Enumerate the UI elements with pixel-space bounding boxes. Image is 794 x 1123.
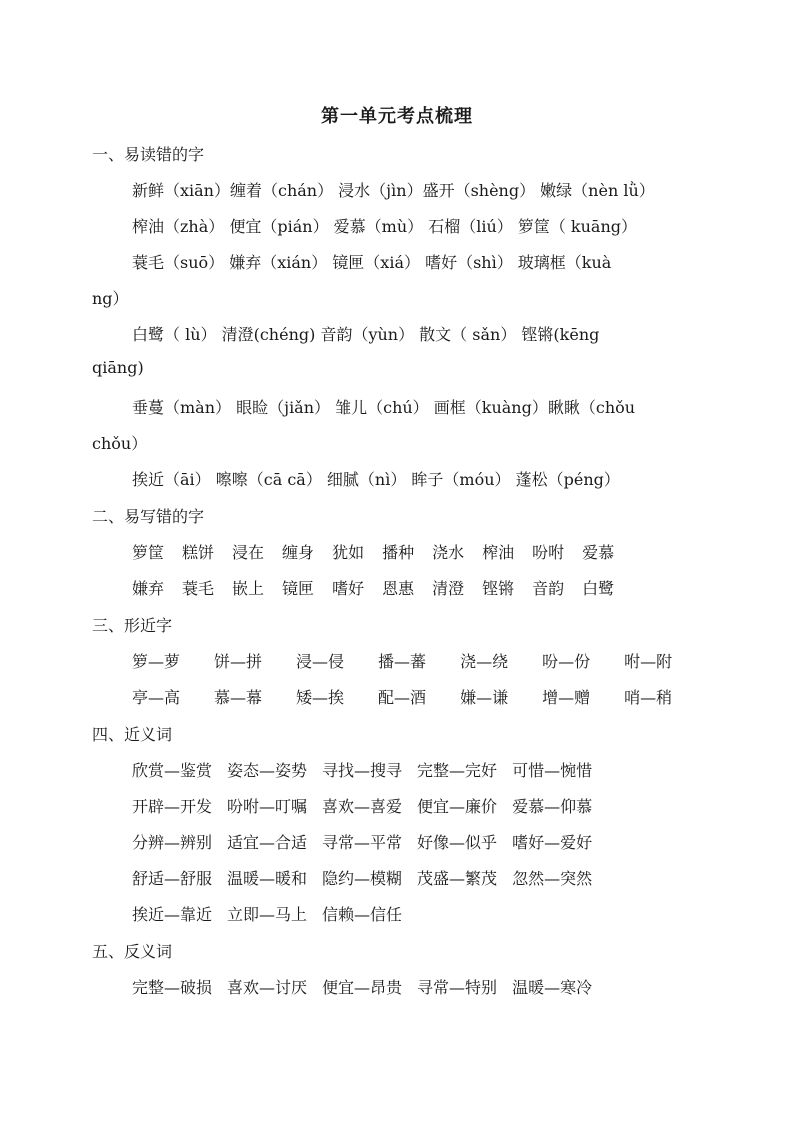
- word: 榨油: [482, 543, 515, 562]
- word: 蓑毛: [182, 579, 215, 598]
- char-pair: 播—蕃: [378, 652, 427, 671]
- section-heading-antonyms: 五、反义词: [92, 942, 173, 961]
- word: 爱慕: [582, 543, 615, 562]
- word: 镜匣: [282, 579, 315, 598]
- synonym-pair: 温暖—暖和: [227, 869, 308, 888]
- section-heading-synonyms: 四、近义词: [92, 725, 173, 744]
- word: 清澄: [432, 579, 465, 598]
- synonym-row: [132, 830, 607, 853]
- word: 嵌上: [232, 579, 265, 598]
- section-heading-miswritten: 二、易写错的字: [92, 507, 205, 526]
- synonym-pair: 隐约—模糊: [322, 869, 403, 888]
- word: 浸在: [232, 543, 265, 562]
- synonym-pair: 好像—似乎: [417, 833, 498, 852]
- synonym-pair: 爱慕—仰慕: [512, 797, 593, 816]
- char-pair-row: [132, 649, 706, 672]
- char-pair: 配—酒: [378, 688, 427, 707]
- word: 音韵: [532, 579, 565, 598]
- word-list-row: [132, 576, 632, 599]
- char-pair: 饼—拼: [214, 652, 263, 671]
- pinyin-line: 蓑毛（suō） 嫌弃（xián） 镜匣（xiá） 嗜好（shì） 玻璃框（kuà: [132, 253, 612, 272]
- synonym-pair: 嗜好—爱好: [512, 833, 593, 852]
- pinyin-line-wrap: qiāng): [92, 358, 144, 377]
- pinyin-line: 白鹭（ lù） 清澄(chéng) 音韵（yùn） 散文（ sǎn） 铿锵(kēng: [132, 325, 600, 344]
- char-pair: 浸—侵: [296, 652, 345, 671]
- synonym-pair: 完整—完好: [417, 761, 498, 780]
- section-heading-misread: 一、易读错的字: [92, 145, 205, 164]
- synonym-pair: 分辨—辨别: [132, 833, 213, 852]
- char-pair: 矮—挨: [296, 688, 345, 707]
- synonym-pair: 姿态—姿势: [227, 761, 308, 780]
- word: 吩咐: [532, 543, 565, 562]
- pinyin-line: 榨油（zhà） 便宜（pián） 爱慕（mù） 石榴（liú） 箩筐（ kuāng）: [132, 217, 638, 236]
- char-pair: 慕—幕: [214, 688, 263, 707]
- synonym-pair: 适宜—合适: [227, 833, 308, 852]
- synonym-pair: 茂盛—繁茂: [417, 869, 498, 888]
- synonym-pair: 寻常—平常: [322, 833, 403, 852]
- antonym-pair: 寻常—特别: [417, 978, 498, 997]
- char-pair: 浇—绕: [460, 652, 509, 671]
- synonym-pair: 立即—马上: [227, 905, 308, 924]
- synonym-row: [132, 902, 417, 925]
- synonym-pair: 吩咐—叮嘱: [227, 797, 308, 816]
- char-pair: 嫌—谦: [460, 688, 509, 707]
- antonym-pair: 喜欢—讨厌: [227, 978, 308, 997]
- synonym-pair: 信赖—信任: [322, 905, 403, 924]
- pinyin-line-wrap: chǒu）: [92, 434, 148, 453]
- char-pair: 箩—萝: [132, 652, 181, 671]
- word: 糕饼: [182, 543, 215, 562]
- synonym-pair: 挨近—靠近: [132, 905, 213, 924]
- word: 嗜好: [332, 579, 365, 598]
- pinyin-line: 挨近（āi） 嚓嚓（cā cā） 细腻（nì） 眸子（móu） 蓬松（péng）: [132, 470, 620, 489]
- synonym-pair: 舒适—舒服: [132, 869, 213, 888]
- synonym-pair: 喜欢—喜爱: [322, 797, 403, 816]
- word: 犹如: [332, 543, 365, 562]
- word: 箩筐: [132, 543, 165, 562]
- section-heading-similar-chars: 三、形近字: [92, 616, 173, 635]
- word-list-row: [132, 540, 632, 563]
- synonym-pair: 便宜—廉价: [417, 797, 498, 816]
- char-pair: 增—赠: [542, 688, 591, 707]
- antonym-row: [132, 975, 607, 998]
- synonym-pair: 开辟—开发: [132, 797, 213, 816]
- char-pair: 亭—高: [132, 688, 181, 707]
- pinyin-line-wrap: ng）: [92, 289, 129, 308]
- char-pair-row: [132, 685, 706, 708]
- synonym-pair: 忽然—突然: [512, 869, 593, 888]
- pinyin-line: 垂蔓（màn） 眼睑（jiǎn） 雏儿（chú） 画框（kuàng）瞅瞅（chǒu: [132, 398, 636, 417]
- synonym-row: [132, 794, 607, 817]
- antonym-pair: 完整—破损: [132, 978, 213, 997]
- word: 播种: [382, 543, 415, 562]
- synonym-pair: 可惜—惋惜: [512, 761, 593, 780]
- synonym-pair: 寻找—搜寻: [322, 761, 403, 780]
- word: 嫌弃: [132, 579, 165, 598]
- word: 缠身: [282, 543, 315, 562]
- page-title: 第一单元考点梳理: [321, 106, 473, 127]
- char-pair: 吩—份: [542, 652, 591, 671]
- word: 恩惠: [382, 579, 415, 598]
- antonym-pair: 便宜—昂贵: [322, 978, 403, 997]
- antonym-pair: 温暖—寒冷: [512, 978, 593, 997]
- word: 浇水: [432, 543, 465, 562]
- pinyin-line: 新鲜（xiān）缠着（chán） 浸水（jìn）盛开（shèng） 嫩绿（nèn lǜ）: [132, 181, 655, 200]
- char-pair: 咐—附: [624, 652, 673, 671]
- synonym-row: [132, 758, 607, 781]
- char-pair: 哨—稍: [624, 688, 673, 707]
- word: 铿锵: [482, 579, 515, 598]
- synonym-row: [132, 866, 607, 889]
- synonym-pair: 欣赏—鉴赏: [132, 761, 213, 780]
- word: 白鹭: [582, 579, 615, 598]
